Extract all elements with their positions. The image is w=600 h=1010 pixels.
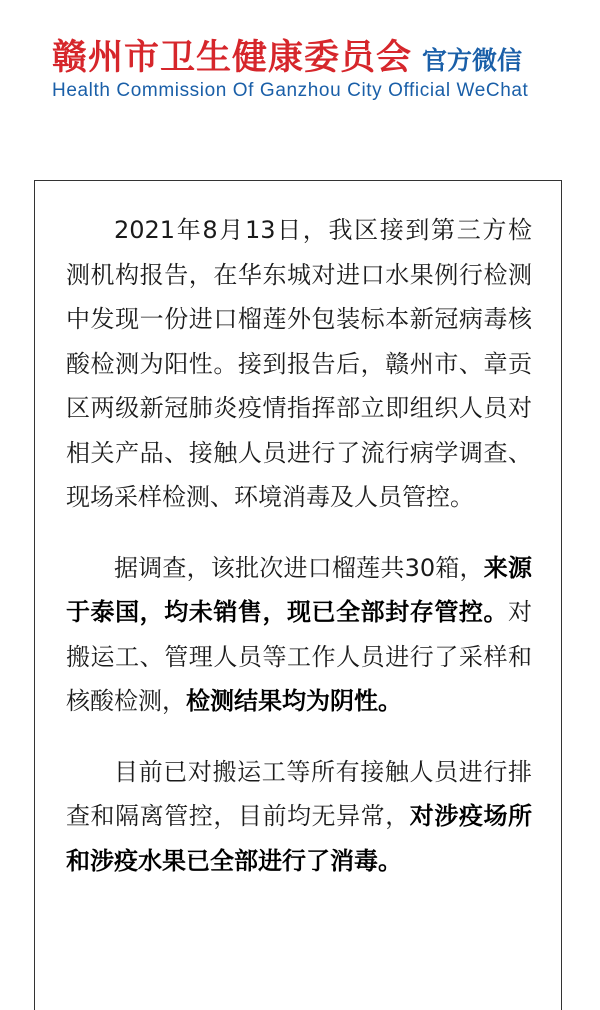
paragraph-1: 2021年8月13日，我区接到第三方检测机构报告，在华东城对进口水果例行检测中发现一份进口榴莲外包装标本新冠病毒核酸检测为阳性。接到报告后，赣州市、章贡区两级新冠肺炎疫情指挥部立即组织人员对相关产品、接触人员进行了流行病学调查、现场采样检测、环境消毒及人员管控。 xyxy=(66,216,532,511)
paragraph-3-bold-1: 对涉疫场所和涉疫水果已全部进行了消毒。 xyxy=(66,802,533,875)
paragraph-2 xyxy=(66,546,532,724)
paragraph-2-bold-1: 来源于泰国，均未销售，现已全部封存管控。 xyxy=(66,553,532,626)
commission-title: 赣州市卫生健康委员会 xyxy=(52,37,413,78)
paragraph-2-bold-2: 检测结果均为阴性。 xyxy=(186,687,402,715)
official-wechat-label: 官方微信 xyxy=(422,46,523,75)
paragraph-3 xyxy=(66,750,532,884)
paragraph-2-text-1: 据调查，该批次进口榴莲共30箱， xyxy=(114,553,484,582)
title-row xyxy=(52,30,522,80)
paragraph-2-text-2: 对搬运工、管理人员等工作人员进行了采样和核酸检测， xyxy=(66,598,532,715)
paragraph-3-text-1: 目前已对搬运工等所有接触人员进行排查和隔离管控，目前均无异常， xyxy=(66,757,532,830)
article-body xyxy=(66,208,532,883)
commission-title-english: Health Commission Of Ganzhou City Official WeChat xyxy=(52,80,529,101)
header xyxy=(0,0,600,130)
